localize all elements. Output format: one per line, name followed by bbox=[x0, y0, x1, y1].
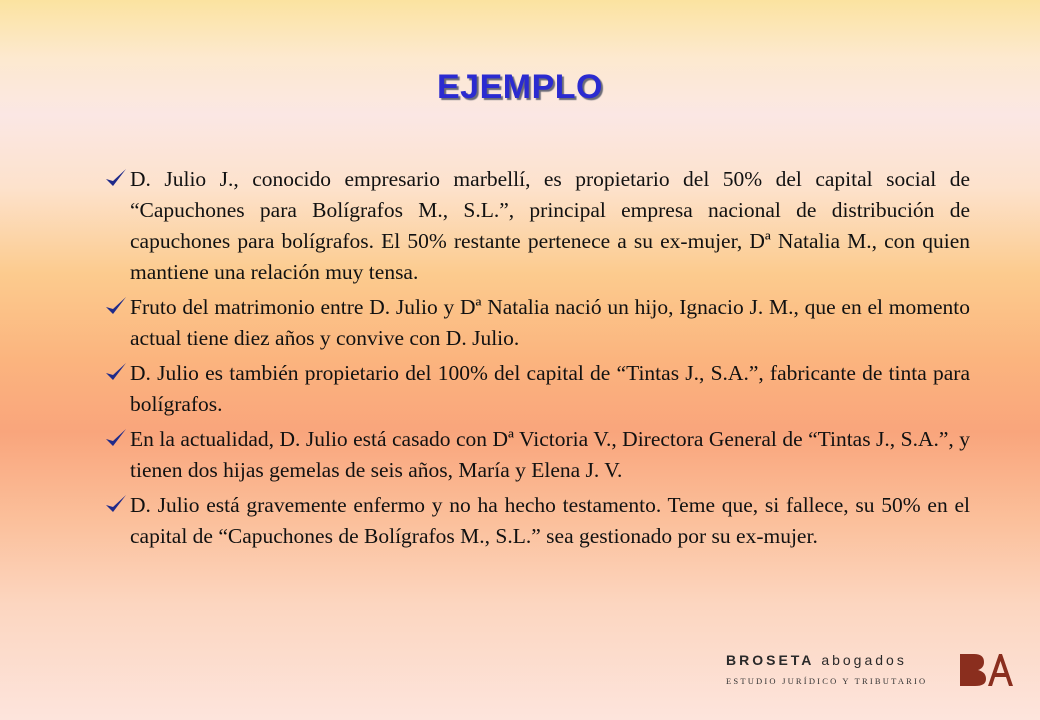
logo-tagline: ESTUDIO JURÍDICO Y TRIBUTARIO bbox=[726, 676, 928, 686]
slide-title: EJEMPLO bbox=[437, 68, 603, 106]
checkmark-icon bbox=[104, 358, 130, 388]
checkmark-icon bbox=[104, 424, 130, 454]
bullet-text: D. Julio es también propietario del 100% del capital de “Tintas J., S.A.”, fabricante de tinta para bolígrafos. bbox=[130, 361, 970, 416]
bullet-list bbox=[104, 164, 970, 556]
list-item bbox=[104, 358, 970, 420]
list-item bbox=[104, 292, 970, 354]
logo-name bbox=[726, 652, 907, 668]
logo-name-bold: BROSETA bbox=[726, 652, 815, 668]
checkmark-icon bbox=[104, 164, 130, 194]
checkmark-icon bbox=[104, 490, 130, 520]
checkmark-icon bbox=[104, 292, 130, 322]
company-logo bbox=[726, 650, 1016, 694]
logo-name-light: abogados bbox=[821, 652, 907, 668]
bullet-text: D. Julio está gravemente enfermo y no ha hecho testamento. Teme que, si fallece, su 50% en el capital de “Capuchones de Bolígrafos M., S.L.” sea gestionado por su ex-mujer. bbox=[130, 493, 970, 548]
bullet-text: D. Julio J., conocido empresario marbellí, es propietario del 50% del capital social de “Capuchones para Bolígrafos M., S.L.”, principal empresa nacional de distribución de capuchones para bolígrafos. El 50% restante pertenece a su ex-mujer, Dª Natalia M., con quien mantiene una relación muy tensa. bbox=[130, 167, 970, 284]
logo-mark-icon bbox=[958, 650, 1014, 690]
bullet-text: En la actualidad, D. Julio está casado con Dª Victoria V., Directora General de “Tintas J., S.A.”, y tienen dos hijas gemelas de seis años, María y Elena J. V. bbox=[130, 427, 970, 482]
list-item bbox=[104, 424, 970, 486]
list-item bbox=[104, 490, 970, 552]
list-item bbox=[104, 164, 970, 288]
bullet-text: Fruto del matrimonio entre D. Julio y Dª Natalia nació un hijo, Ignacio J. M., que en el momento actual tiene diez años y convive con D. Julio. bbox=[130, 295, 970, 350]
